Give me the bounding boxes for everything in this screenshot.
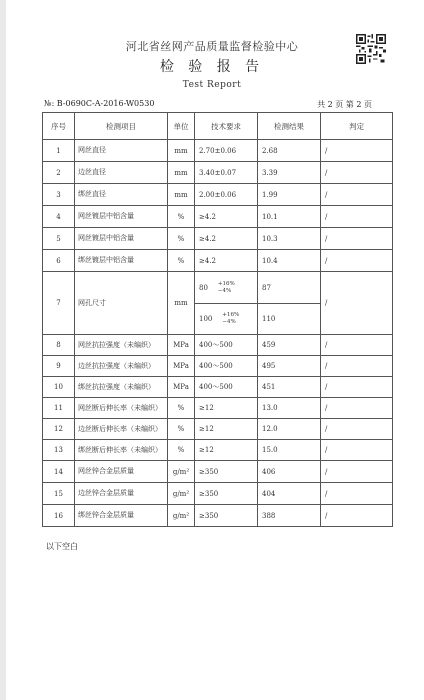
cell-requirement: ≥350	[195, 461, 258, 483]
cell-result: 10.3	[258, 228, 321, 250]
cell-verdict: /	[321, 335, 393, 356]
cell-unit: %	[168, 228, 195, 250]
cell-no: 2	[43, 162, 75, 184]
results-table	[42, 112, 393, 527]
cell-item: 网丝镀层中铝含量	[75, 228, 168, 250]
cell-result: 406	[258, 461, 321, 483]
cell-no: 1	[43, 140, 75, 162]
tolerance-plus: +16%	[217, 280, 235, 287]
table-body-a	[43, 140, 393, 272]
cell-unit: mm	[168, 140, 195, 162]
cell-unit: %	[168, 419, 195, 440]
cell-verdict: /	[321, 162, 393, 184]
table-row	[43, 440, 393, 461]
table-row	[43, 377, 393, 398]
table-row	[43, 272, 393, 335]
cell-result: 459	[258, 335, 321, 356]
cell-no: 4	[43, 206, 75, 228]
cell-no: 8	[43, 335, 75, 356]
table-row	[43, 228, 393, 250]
cell-item: 边丝抗拉强度（未编织）	[75, 356, 168, 377]
table-row	[43, 461, 393, 483]
cell-no: 12	[43, 419, 75, 440]
cell-requirement: 2.00±0.06	[195, 184, 258, 206]
cell-verdict: /	[321, 140, 393, 162]
cell-verdict: /	[321, 206, 393, 228]
cell-verdict: /	[321, 356, 393, 377]
cell-no: 5	[43, 228, 75, 250]
table-row	[43, 335, 393, 356]
cell-requirement: ≥350	[195, 505, 258, 527]
col-header-no: 序号	[43, 113, 75, 140]
cell-result: 495	[258, 356, 321, 377]
cell-result-split	[258, 272, 321, 335]
report-number: №: B-0690C-A-2016-W0530	[44, 99, 155, 108]
cell-item: 绑丝锌合金层质量	[75, 505, 168, 527]
cell-requirement: 400～500	[195, 377, 258, 398]
report-title-en: Test Report	[182, 80, 242, 90]
cell-result: 12.0	[258, 419, 321, 440]
cell-result: 451	[258, 377, 321, 398]
cell-unit: %	[168, 250, 195, 272]
cell-result: 404	[258, 483, 321, 505]
qr-code-icon	[356, 34, 386, 64]
tolerance-minus: −4%	[217, 287, 232, 294]
cell-no: 15	[43, 483, 75, 505]
cell-item: 网丝抗拉强度（未编织）	[75, 335, 168, 356]
nominal-value: 100	[199, 315, 213, 323]
cell-verdict: /	[321, 461, 393, 483]
cell-no: 16	[43, 505, 75, 527]
cell-unit: MPa	[168, 356, 195, 377]
cell-requirement: ≥12	[195, 440, 258, 461]
cell-requirement: 3.40±0.07	[195, 162, 258, 184]
cell-unit: mm	[168, 184, 195, 206]
cell-unit: g/m²	[168, 483, 195, 505]
cell-requirement: 2.70±0.06	[195, 140, 258, 162]
cell-no: 3	[43, 184, 75, 206]
cell-requirement: ≥4.2	[195, 228, 258, 250]
cell-item: 网孔尺寸	[75, 272, 168, 335]
cell-verdict: /	[321, 184, 393, 206]
cell-unit: mm	[168, 272, 195, 335]
col-header-result: 检测结果	[258, 113, 321, 140]
cell-no: 10	[43, 377, 75, 398]
cell-no: 11	[43, 398, 75, 419]
page-indicator: 共 2 页 第 2 页	[317, 100, 372, 109]
cell-unit: mm	[168, 162, 195, 184]
cell-item: 网丝直径	[75, 140, 168, 162]
table-body-b	[43, 335, 393, 527]
cell-unit: %	[168, 206, 195, 228]
cell-verdict: /	[321, 419, 393, 440]
requirement-sub-100	[195, 303, 257, 334]
cell-item: 边丝直径	[75, 162, 168, 184]
cell-requirement: ≥12	[195, 398, 258, 419]
cell-requirement: ≥4.2	[195, 250, 258, 272]
tolerance-minus: −4%	[222, 319, 236, 325]
cell-no: 7	[43, 272, 75, 335]
cell-result: 1.99	[258, 184, 321, 206]
cell-result: 13.0	[258, 398, 321, 419]
cell-item: 边丝断后伸长率（未编织）	[75, 419, 168, 440]
cell-result: 3.39	[258, 162, 321, 184]
cell-requirement: ≥12	[195, 419, 258, 440]
cell-result: 10.4	[258, 250, 321, 272]
table-row	[43, 250, 393, 272]
table-row	[43, 184, 393, 206]
requirement-sub-80	[195, 272, 257, 303]
tolerance	[222, 312, 239, 326]
cell-result: 2.68	[258, 140, 321, 162]
table-row	[43, 162, 393, 184]
col-header-verdict: 判定	[321, 113, 393, 140]
cell-unit: g/m²	[168, 461, 195, 483]
cell-requirement: ≥4.2	[195, 206, 258, 228]
cell-item: 绑丝镀层中铝含量	[75, 250, 168, 272]
cell-unit: g/m²	[168, 505, 195, 527]
col-header-requirement: 技术要求	[195, 113, 258, 140]
cell-verdict: /	[321, 398, 393, 419]
cell-result: 10.1	[258, 206, 321, 228]
table-body-row7	[43, 272, 393, 335]
cell-result: 15.0	[258, 440, 321, 461]
cell-verdict: /	[321, 377, 393, 398]
table-row	[43, 419, 393, 440]
table-row	[43, 206, 393, 228]
cell-requirement: ≥350	[195, 483, 258, 505]
table-row	[43, 398, 393, 419]
cell-requirement: 400～500	[195, 335, 258, 356]
cell-unit: MPa	[168, 335, 195, 356]
cell-unit: %	[168, 440, 195, 461]
cell-verdict: /	[321, 483, 393, 505]
cell-result: 388	[258, 505, 321, 527]
cell-item: 边丝锌合金层质量	[75, 483, 168, 505]
cell-unit: %	[168, 398, 195, 419]
cell-item: 绑丝直径	[75, 184, 168, 206]
table-header-row	[43, 113, 393, 140]
report-title-cn: 检 验 报 告	[159, 59, 265, 75]
cell-verdict: /	[321, 272, 393, 335]
footer-note: 以下空白	[46, 542, 78, 551]
cell-no: 14	[43, 461, 75, 483]
col-header-unit: 单位	[168, 113, 195, 140]
result-sub-80: 87	[262, 283, 271, 292]
col-header-item: 检测项目	[75, 113, 168, 140]
table-row	[43, 356, 393, 377]
cell-verdict: /	[321, 228, 393, 250]
tolerance-plus: +16%	[222, 312, 240, 318]
cell-verdict: /	[321, 440, 393, 461]
cell-no: 9	[43, 356, 75, 377]
nominal-value: 80	[199, 283, 208, 292]
result-sub-100: 110	[258, 303, 320, 334]
cell-no: 13	[43, 440, 75, 461]
cell-item: 网丝锌合金层质量	[75, 461, 168, 483]
cell-item: 绑丝抗拉强度（未编织）	[75, 377, 168, 398]
cell-verdict: /	[321, 505, 393, 527]
tolerance	[218, 281, 235, 295]
cell-no: 6	[43, 250, 75, 272]
cell-verdict: /	[321, 250, 393, 272]
table-row	[43, 483, 393, 505]
cell-item: 网丝断后伸长率（未编织）	[75, 398, 168, 419]
cell-item: 绑丝断后伸长率（未编织）	[75, 440, 168, 461]
cell-requirement-split	[195, 272, 258, 335]
table-row	[43, 140, 393, 162]
scan-edge	[0, 0, 6, 700]
table-row	[43, 505, 393, 527]
cell-item: 网丝镀层中铝含量	[75, 206, 168, 228]
organization-name: 河北省丝网产品质量监督检验中心	[125, 40, 299, 53]
cell-unit: MPa	[168, 377, 195, 398]
cell-requirement: 400～500	[195, 356, 258, 377]
